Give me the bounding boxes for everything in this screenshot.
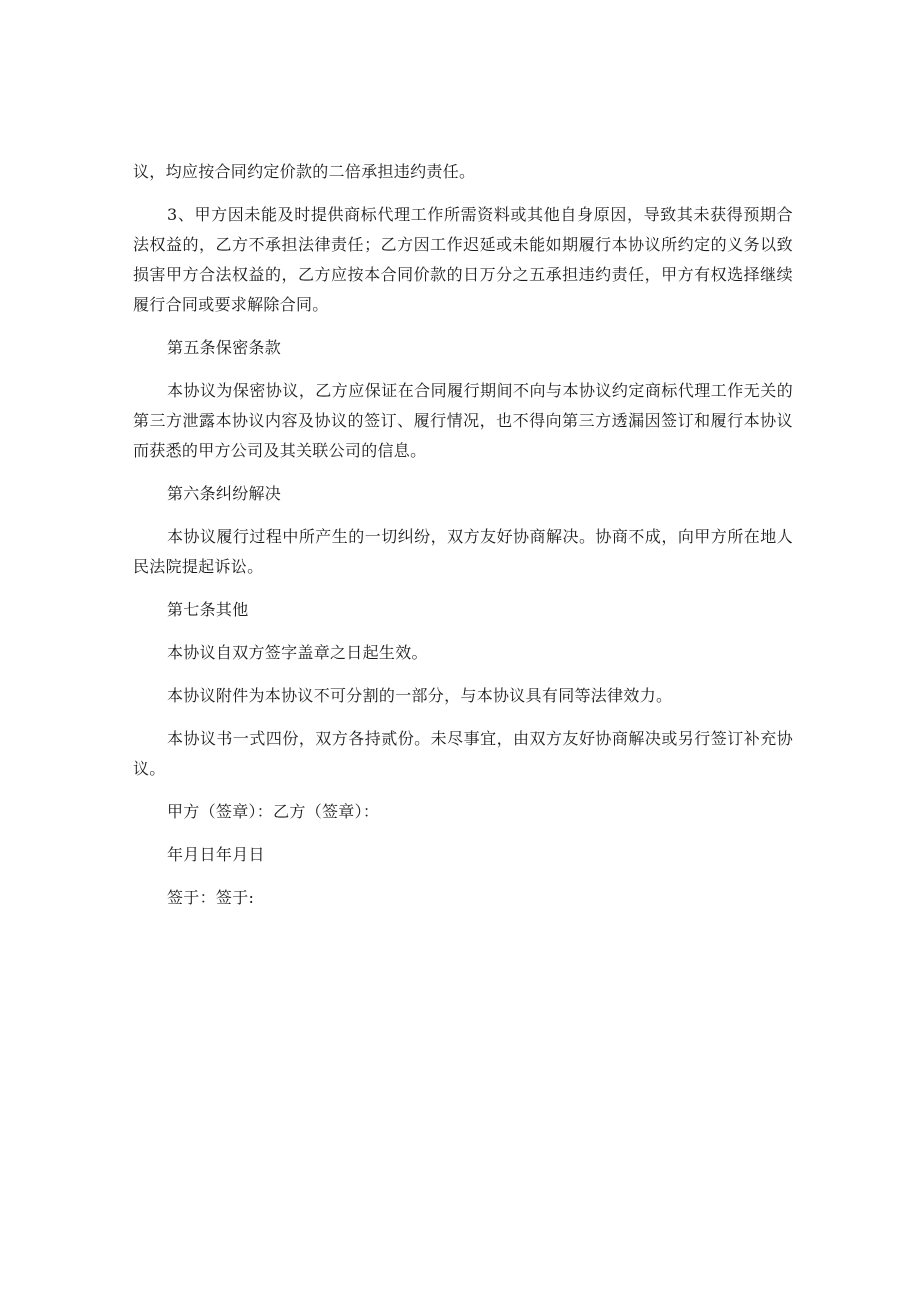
paragraph-clause-3: 3、甲方因未能及时提供商标代理工作所需资料或其他自身原因，导致其未获得预期合法权益的，乙方不承担法律责任；乙方因工作迟延或未能如期履行本协议所约定的义务以致损害甲方合法权益的，乙方应按本合同价款的日万分之五承担违约责任，甲方有权选择继续履行合同或要求解除合同。 xyxy=(133,205,793,314)
paragraph-effective: 本协议自双方签字盖章之日起生效。 xyxy=(167,643,428,662)
paragraph-confidentiality: 本协议为保密协议，乙方应保证在合同履行期间不向与本协议约定商标代理工作无关的第三方泄露本协议内容及协议的签订、履行情况，也不得向第三方透漏因签订和履行本协议而获悉的甲方公司及其关联公司的信息。 xyxy=(133,381,793,460)
heading-article-5: 第五条保密条款 xyxy=(167,338,282,357)
signature-location: 签于：签于: xyxy=(167,888,255,907)
heading-article-7: 第七条其他 xyxy=(167,600,249,619)
paragraph-copies: 本协议书一式四份，双方各持贰份。未尽事宜，由双方友好协商解决或另行签订补充协议。 xyxy=(133,729,793,778)
heading-article-6: 第六条纠纷解决 xyxy=(167,484,282,503)
paragraph-dispute: 本协议履行过程中所产生的一切纠纷，双方友好协商解决。协商不成，向甲方所在地人民法院提起诉讼。 xyxy=(133,527,793,576)
signature-parties: 甲方（签章）：乙方（签章）： xyxy=(167,802,380,821)
signature-dates: 年月日年月日 xyxy=(167,845,265,864)
document-body xyxy=(133,157,793,913)
paragraph-continuation: 议，均应按合同约定价款的二倍承担违约责任。 xyxy=(133,162,476,181)
paragraph-attachments: 本协议附件为本协议不可分割的一部分，与本协议具有同等法律效力。 xyxy=(167,686,673,705)
